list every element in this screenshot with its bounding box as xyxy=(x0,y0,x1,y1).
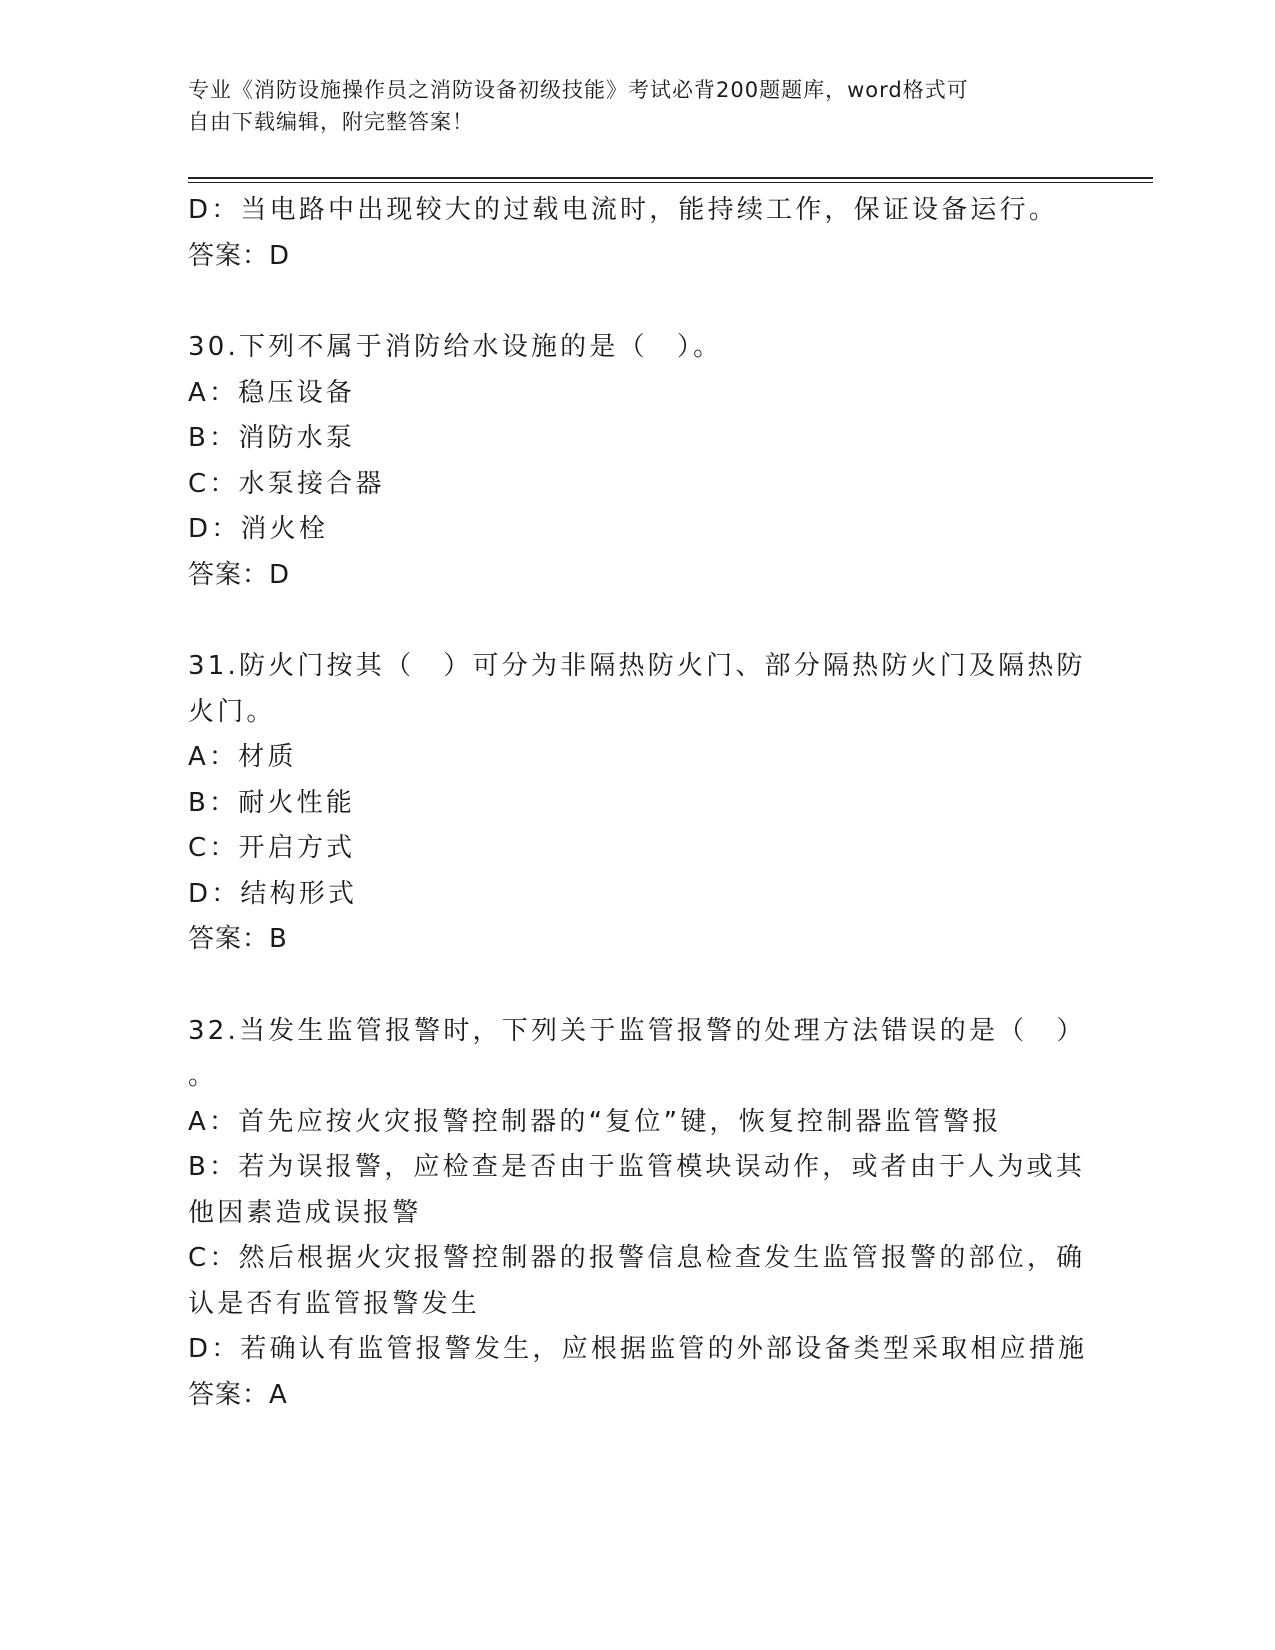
option-d: D：若确认有监管报警发生，应根据监管的外部设备类型采取相应措施 xyxy=(188,1334,1088,1364)
prev-question-block xyxy=(188,188,1088,279)
option-a: A：材质 xyxy=(188,742,297,772)
answer-value: B xyxy=(269,924,288,954)
spacer xyxy=(188,598,1088,644)
option-c: C：然后根据火灾报警控制器的报警信息检查发生监管报警的部位，确 xyxy=(188,1243,1086,1273)
option-b: B：消防水泵 xyxy=(188,423,356,453)
spacer xyxy=(188,963,1088,1009)
document-body xyxy=(188,188,1088,1418)
header-divider-thin xyxy=(188,182,1153,183)
answer-label: 答案： xyxy=(188,924,270,954)
document-header xyxy=(188,74,1068,138)
option-c: C：开启方式 xyxy=(188,833,356,863)
option-d: D：当电路中出现较大的过载电流时，能持续工作，保证设备运行。 xyxy=(188,195,1059,225)
question-stem-continued: 火门。 xyxy=(188,696,276,727)
question-30-block xyxy=(188,325,1088,598)
header-divider-thick xyxy=(188,177,1153,179)
answer-label: 答案： xyxy=(188,559,270,590)
spacer xyxy=(188,279,1088,325)
answer-line xyxy=(188,1373,1088,1419)
option-b: B：耐火性能 xyxy=(188,787,356,818)
answer-line xyxy=(188,917,1088,963)
option-a: A：首先应按火灾报警控制器的“复位”键，恢复控制器监管警报 xyxy=(188,1106,1002,1137)
answer-value: D xyxy=(269,240,291,271)
option-a: A：稳压设备 xyxy=(188,377,355,408)
answer-line xyxy=(188,553,1088,599)
answer-line xyxy=(188,234,1088,280)
header-title-line-2: 自由下载编辑，附完整答案！ xyxy=(188,110,474,134)
question-stem: 32.当发生监管报警时，下列关于监管报警的处理方法错误的是（ ） xyxy=(188,1015,1086,1046)
question-31-block xyxy=(188,644,1088,963)
answer-label: 答案： xyxy=(188,1379,270,1410)
option-d: D：结构形式 xyxy=(188,878,358,909)
option-b: B：若为误报警，应检查是否由于监管模块误动作，或者由于人为或其 xyxy=(188,1152,1086,1182)
option-c: C：水泵接合器 xyxy=(188,468,385,499)
answer-label: 答案： xyxy=(188,240,270,271)
question-stem-continued: 。 xyxy=(188,1061,218,1091)
question-stem: 30.下列不属于消防给水设施的是（ ）。 xyxy=(188,332,723,362)
answer-value: D xyxy=(269,559,291,590)
answer-value: A xyxy=(269,1379,288,1410)
option-b-continued: 他因素造成误报警 xyxy=(188,1197,422,1228)
option-d: D：消火栓 xyxy=(188,514,329,544)
question-stem: 31.防火门按其（ ）可分为非隔热防火门、部分隔热防火门及隔热防 xyxy=(188,651,1086,681)
header-title-line-1: 专业《消防设施操作员之消防设备初级技能》考试必背200题题库，word格式可 xyxy=(188,78,969,102)
question-32-block xyxy=(188,1009,1088,1419)
option-c-continued: 认是否有监管报警发生 xyxy=(188,1288,481,1319)
